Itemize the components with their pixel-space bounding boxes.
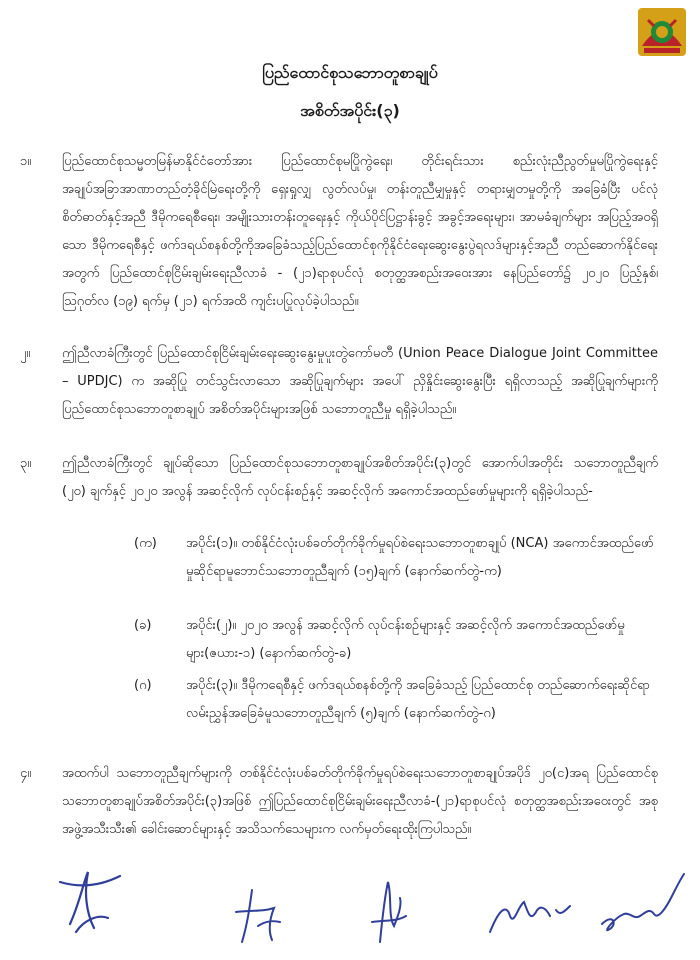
paragraph-text: ပြည်ထောင်စုသမ္မတမြန်မာနိုင်ငံတော်အား ပြည်ထောင်စုမပြိုကွဲရေး၊ တိုင်းရင်းသား စည်းလုံးညီညွတ်မှုမပြိုကွဲရေးနှင့် အချုပ်အခြာအာဏာတည်တံ့ခိုင်မြဲရေးတို့ကို ရှေးရှုလျှ လွတ်လပ်မှု၊ တန်းတူညီမျှမှုနှင့် တရားမျှတမှုတို့ကို အခြေခံပြီး ပင်လုံစိတ်ဓာတ်နှင့်အညီ ဒီမိုကရေစီရေး၊ အမျိုးသားတန်းတူရေးနှင့် ကိုယ်ပိုင်ပြဋ္ဌာန်းခွင့် အခွင့်အရေးများ၊ အာမခံချက်များ အပြည့်အဝရှိသော ဒီမိုကရေစီနှင့် ဖက်ဒရယ်စနစ်တို့ကိုအခြေခံသည့်ပြည်ထောင်စုကိုနိုင်ငံရေးဆွေးနွေးပွဲရလဒ်များနှင့်အညီ တည်ဆောက်နိုင်ရေးအတွက် ပြည်ထောင်စုငြိမ်းချမ်းရေးညီလာခံ - (၂၁)ရာစုပင်လုံ စတုတ္ထအစည်းအဝေးအား နေပြည်တော်၌ ၂၀၂၀ ပြည့်နှစ်၊ ဩဂုတ်လ (၁၉) ရက်မှ (၂၁) ရက်အထိ ကျင်းပပြုလုပ်ခဲ့ပါသည်။ (62, 154, 658, 309)
list-item-label: (ခ) (134, 618, 152, 633)
list-item-text: အပိုင်း(၂)။ ၂၀၂၀ အလွန် အဆင့်လိုက် လုပ်ငန်းစဉ်များနှင့် အဆင့်လိုက် အကောင်အထည်ဖော်မှုများ(ဇယား-၁) (နောက်ဆက်တွဲ-ခ) (186, 618, 625, 661)
list-item (134, 672, 658, 728)
document-title: ပြည်ထောင်စုသဘောတူစာချုပ် (262, 63, 438, 82)
signature-3 (358, 876, 418, 948)
list-item-label: (က) (134, 536, 157, 551)
signature-2 (228, 882, 288, 950)
signature-4 (484, 882, 576, 942)
paragraph-3 (20, 450, 658, 506)
signatures-row (0, 862, 700, 952)
paragraph-4 (20, 760, 658, 844)
paragraph-number: ၁။ (20, 154, 32, 169)
paragraph-number: ၂။ (20, 346, 31, 361)
list-item (134, 530, 658, 586)
paragraph-number: ၃။ (20, 456, 32, 471)
list-item-text: အပိုင်း(၁)။ တစ်နိုင်ငံလုံးပစ်ခတ်တိုက်ခိုက်မှုရပ်စဲရေးသဘောတူစာချုပ် (NCA) အကောင်အထည်ဖော်မှုဆိုင်ရာမူဘောင်သဘောတူညီချက် (၁၅)ချက် (နောက်ဆက်တွဲ-က) (186, 536, 654, 579)
state-seal-icon (632, 4, 692, 60)
list-item-text: အပိုင်း(၃)။ ဒီမိုကရေစီနှင့် ဖက်ဒရယ်စနစ်တို့ကို အခြေခံသည့် ပြည်ထောင်စု တည်ဆောက်ရေးဆိုင်ရာ လမ်းညွှန်အခြေခံမူသဘောတူညီချက် (၅)ချက် (နောက်ဆက်တွဲ-ဂ) (186, 678, 651, 721)
paragraph-2 (20, 340, 658, 424)
paragraph-1 (20, 148, 658, 316)
paragraph-number: ၄။ (20, 766, 32, 781)
paragraph-text: ဤညီလာခံကြီးတွင် ချုပ်ဆိုသော ပြည်ထောင်စုသဘောတူစာချုပ်အစိတ်အပိုင်း(၃)တွင် အောက်ပါအတိုင်း သဘောတူညီချက် (၂၀) ချက်နှင့် ၂၀၂၀ အလွန် အဆင့်လိုက် လုပ်ငန်းစဉ်နှင့် အဆင့်လိုက် အကောင်အထည်ဖော်မှုများကို ရရှိခဲ့ပါသည်- (62, 456, 658, 499)
paragraph-text: ဤညီလာခံကြီးတွင် ပြည်ထောင်စုငြိမ်းချမ်းရေးဆွေးနွေးမှုပူးတွဲကော်မတီ (Union Peace Dialogue Joint Committee – UPDJC) က အဆိုပြု တင်သွင်းလာသော အဆိုပြုချက်များ အပေါ် ညှိနှိုင်းဆွေးနွေးပြီး ရရှိလာသည့် အဆိုပြုချက်များကို ပြည်ထောင်စုသဘောတူစာချုပ် အစိတ်အပိုင်းများအဖြစ် သဘောတူညီမှု ရရှိခဲ့ပါသည်။ (62, 346, 658, 417)
list-item-label: (ဂ) (134, 678, 152, 693)
paragraph-text: အထက်ပါ သဘောတူညီချက်များကို တစ်နိုင်ငံလုံးပစ်ခတ်တိုက်ခိုက်မှုရပ်စဲရေးသဘောတူစာချုပ်အပိုဒ် ၂၀(င)အရ ပြည်ထောင်စုသဘောတူစာချုပ်အစိတ်အပိုင်း(၃)အဖြစ် ဤပြည်ထောင်စုငြိမ်းချမ်းရေးညီလာခံ-(၂၁)ရာစုပင်လုံ စတုတ္ထအစည်းအဝေးတွင် အစုအဖွဲ့အသီးသီး၏ ခေါင်းဆောင်များနှင့် အသိသက်သေများက လက်မှတ်ရေးထိုးကြပါသည်။ (62, 766, 658, 837)
signature-5 (594, 868, 690, 938)
list-item (134, 612, 658, 668)
signature-1 (50, 862, 130, 942)
document-subtitle: အစိတ်အပိုင်း(၃) (300, 101, 400, 120)
